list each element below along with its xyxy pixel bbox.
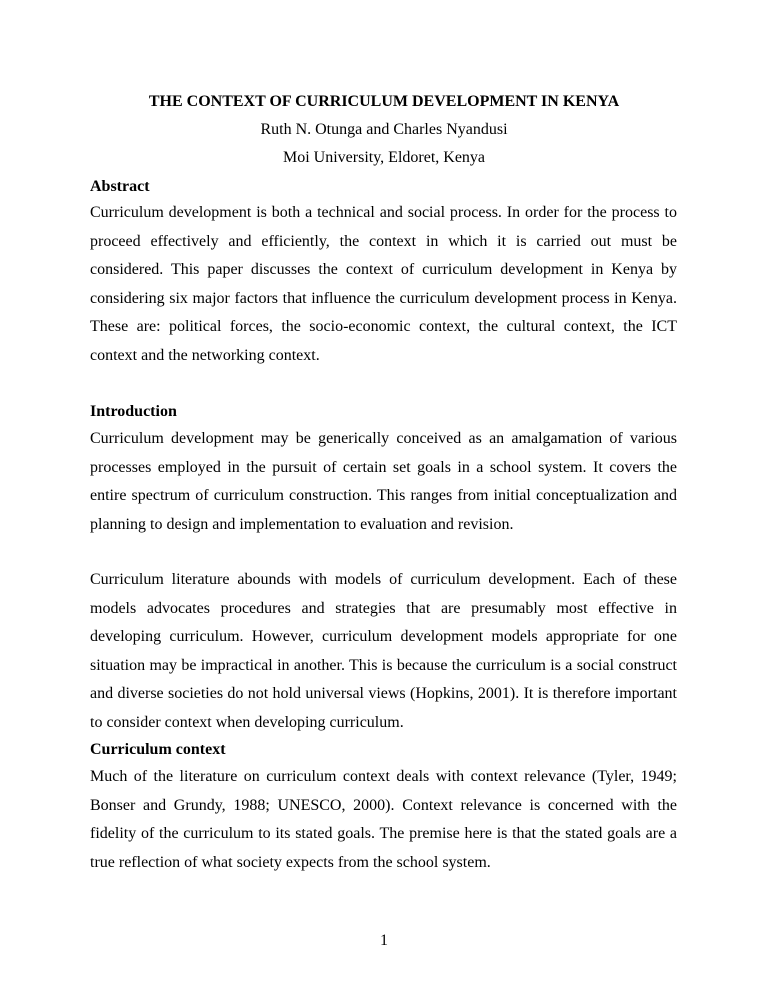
abstract-heading: Abstract [90,178,150,195]
paper-affiliation: Moi University, Eldoret, Kenya [282,149,486,166]
page-number: 1 [380,932,388,949]
curriculum-context-heading: Curriculum context [90,741,226,758]
introduction-heading: Introduction [90,403,177,420]
abstract-text: Curriculum development is both a technical and social process. In order for the process to proceed effectively and efficiently, the context in which it is carried out must be considered. This paper discusses the context of curriculum development in Kenya by considering six major factors that influence the curriculum development process in Kenya. These are: political forces, the socio-economic context, the cultural context, the ICT context and the networking context. [90,204,677,364]
introduction-paragraph-2: Curriculum literature abounds with models of curriculum development. Each of these models advocates procedures and strategies that are presumably most effective in developing curriculum. However, curriculum development models appropriate for one situation may be impractical in another. This is because the curriculum is a social construct and diverse societies do not hold universal views (Hopkins, 2001). It is therefore important to consider context when developing curriculum. [90,571,677,731]
paper-authors: Ruth N. Otunga and Charles Nyandusi [260,121,508,138]
paper-title: THE CONTEXT OF CURRICULUM DEVELOPMENT IN KENYA [148,93,620,110]
introduction-paragraph-1: Curriculum development may be generically conceived as an amalgamation of various processes employed in the pursuit of certain set goals in a school system. It covers the entire spectrum of curriculum construction. This ranges from initial conceptualization and planning to design and implementation to evaluation and revision. [90,430,677,533]
curriculum-context-text: Much of the literature on curriculum context deals with context relevance (Tyler, 1949; Bonser and Grundy, 1988; UNESCO, 2000). Context relevance is concerned with the fidelity of the curriculum to its stated goals. The premise here is that the stated goals are a true reflection of what society expects from the school system. [90,768,677,871]
